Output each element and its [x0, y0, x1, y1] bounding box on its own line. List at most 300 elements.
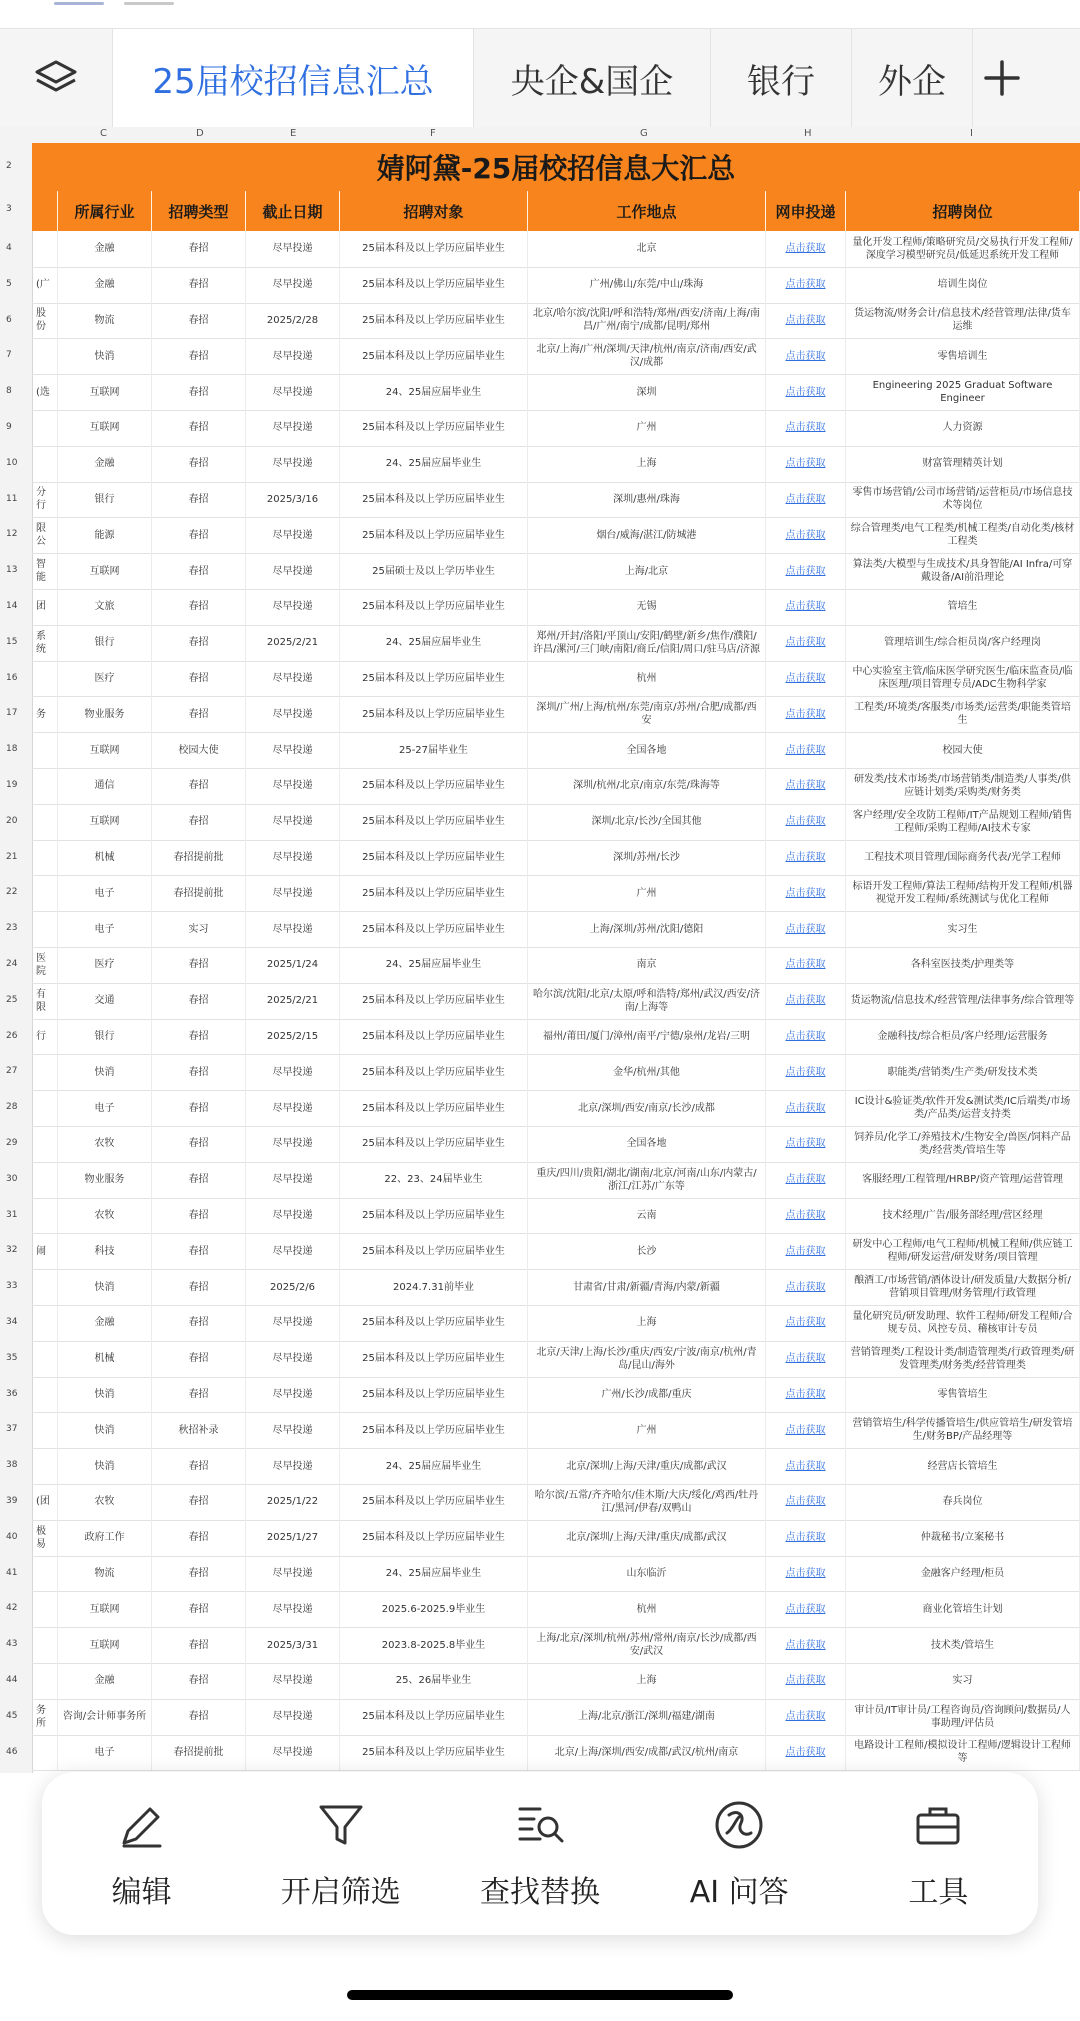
- row-number[interactable]: 41: [6, 1567, 18, 1578]
- table-cell[interactable]: 郑州/开封/洛阳/平顶山/安阳/鹤壁/新乡/焦作/濮阳/许昌/漯河/三门峡/南阳/商丘/信阳/周口/驻马店/济源: [528, 625, 766, 661]
- table-cell[interactable]: 25届本科及以上学历应届毕业生: [340, 1484, 528, 1520]
- table-cell[interactable]: 北京/深圳/上海/天津/重庆/成都/武汉: [528, 1448, 766, 1484]
- table-cell[interactable]: 医疗: [58, 947, 152, 983]
- table-cell[interactable]: 金融科技/综合柜员/客户经理/运营服务: [846, 1019, 1080, 1055]
- table-cell[interactable]: 春招: [152, 410, 246, 446]
- table-cell[interactable]: 电路设计工程师/模拟设计工程师/逻辑设计工程师等: [846, 1735, 1080, 1771]
- table-row[interactable]: [32, 589, 1080, 626]
- table-cell[interactable]: 实习: [152, 911, 246, 947]
- table-cell[interactable]: 系统: [32, 625, 58, 661]
- table-cell[interactable]: Engineering 2025 Graduat Software Engineer: [846, 374, 1080, 410]
- table-cell[interactable]: 快消: [58, 1448, 152, 1484]
- row-number[interactable]: 45: [6, 1710, 18, 1721]
- table-cell[interactable]: 物流: [58, 1556, 152, 1592]
- table-cell[interactable]: 25届本科及以上学历应届毕业生: [340, 267, 528, 303]
- row-number[interactable]: 6: [6, 314, 12, 325]
- table-cell[interactable]: 哈尔滨/五常/齐齐哈尔/佳木斯/大庆/绥化/鸡西/牡丹江/黑河/伊春/双鸭山: [528, 1484, 766, 1520]
- table-cell[interactable]: 尽早投递: [246, 374, 340, 410]
- header-cell-clipped[interactable]: [32, 191, 58, 231]
- table-cell[interactable]: 春兵岗位: [846, 1484, 1080, 1520]
- filter-button[interactable]: [251, 1797, 431, 1911]
- table-cell[interactable]: 尽早投递: [246, 589, 340, 625]
- table-cell[interactable]: 25届本科及以上学历应届毕业生: [340, 1198, 528, 1234]
- table-cell[interactable]: 春招: [152, 661, 246, 697]
- table-cell[interactable]: 24、25届应届毕业生: [340, 947, 528, 983]
- table-cell[interactable]: 营销管理类/工程设计类/制造管理类/行政管理类/研发管理类/财务类/经营管理类: [846, 1341, 1080, 1377]
- apply-link[interactable]: 点击获取: [766, 1305, 846, 1341]
- column-letter[interactable]: E: [290, 128, 297, 139]
- table-cell[interactable]: 2025/2/21: [246, 983, 340, 1019]
- table-cell[interactable]: 零售市场营销/公司市场营销/运营柜员/市场信息技术等岗位: [846, 482, 1080, 518]
- table-cell[interactable]: 北京/天津/上海/长沙/重庆/西安/宁波/南京/杭州/青岛/昆山/海外: [528, 1341, 766, 1377]
- table-cell[interactable]: 广州: [528, 1412, 766, 1448]
- table-cell[interactable]: 25-27届毕业生: [340, 732, 528, 768]
- apply-link[interactable]: 点击获取: [766, 1054, 846, 1090]
- table-cell[interactable]: 春招: [152, 804, 246, 840]
- table-cell[interactable]: 务: [32, 696, 58, 732]
- table-cell[interactable]: 政府工作: [58, 1520, 152, 1556]
- table-cell[interactable]: 春招: [152, 1663, 246, 1699]
- apply-link[interactable]: 点击获取: [766, 875, 846, 911]
- table-cell[interactable]: 实习生: [846, 911, 1080, 947]
- table-cell[interactable]: 尽早投递: [246, 1663, 340, 1699]
- apply-link[interactable]: 点击获取: [766, 1090, 846, 1126]
- table-cell[interactable]: 25届本科及以上学历应届毕业生: [340, 338, 528, 374]
- table-cell[interactable]: 银行: [58, 625, 152, 661]
- table-cell[interactable]: 25届本科及以上学历应届毕业生: [340, 1341, 528, 1377]
- apply-link[interactable]: 点击获取: [766, 1019, 846, 1055]
- table-cell[interactable]: 客服经理/工程管理/HRBP/资产管理/运营管理: [846, 1162, 1080, 1198]
- table-cell[interactable]: 春招: [152, 374, 246, 410]
- table-row[interactable]: [32, 1341, 1080, 1378]
- table-cell[interactable]: 长沙: [528, 1233, 766, 1269]
- table-cell[interactable]: 烟台/威海/湛江/防城港: [528, 517, 766, 553]
- apply-link[interactable]: 点击获取: [766, 911, 846, 947]
- table-row[interactable]: [32, 625, 1080, 662]
- table-cell[interactable]: [32, 231, 58, 267]
- ai-qa-button[interactable]: [649, 1797, 829, 1911]
- table-cell[interactable]: 24、25届应届毕业生: [340, 1448, 528, 1484]
- header-cell[interactable]: 截止日期: [246, 191, 340, 231]
- table-cell[interactable]: 深圳/苏州/长沙: [528, 840, 766, 876]
- table-row[interactable]: [32, 1448, 1080, 1485]
- apply-link[interactable]: 点击获取: [766, 661, 846, 697]
- table-row[interactable]: [32, 696, 1080, 733]
- table-cell[interactable]: 22、23、24届毕业生: [340, 1162, 528, 1198]
- table-cell[interactable]: 广州: [528, 875, 766, 911]
- table-cell[interactable]: 春招: [152, 1520, 246, 1556]
- table-cell[interactable]: 25届本科及以上学历应届毕业生: [340, 1054, 528, 1090]
- table-cell[interactable]: 尽早投递: [246, 446, 340, 482]
- row-number[interactable]: 32: [6, 1245, 18, 1256]
- table-cell[interactable]: [32, 1556, 58, 1592]
- table-cell[interactable]: 2025/2/21: [246, 625, 340, 661]
- table-cell[interactable]: 福州/莆田/厦门/漳州/南平/宁德/泉州/龙岩/三明: [528, 1019, 766, 1055]
- spreadsheet-grid[interactable]: [32, 143, 1080, 1773]
- row-number[interactable]: 35: [6, 1352, 18, 1363]
- table-cell[interactable]: 25届本科及以上学历应届毕业生: [340, 410, 528, 446]
- table-cell[interactable]: [32, 1412, 58, 1448]
- table-cell[interactable]: [32, 1162, 58, 1198]
- table-row[interactable]: [32, 482, 1080, 519]
- apply-link[interactable]: 点击获取: [766, 267, 846, 303]
- table-cell[interactable]: 春招: [152, 1233, 246, 1269]
- row-number[interactable]: 46: [6, 1746, 18, 1757]
- table-cell[interactable]: 2023.8-2025.8毕业生: [340, 1627, 528, 1663]
- table-row[interactable]: [32, 1090, 1080, 1127]
- table-cell[interactable]: 有限: [32, 983, 58, 1019]
- table-cell[interactable]: 尽早投递: [246, 553, 340, 589]
- table-cell[interactable]: 南京: [528, 947, 766, 983]
- table-cell[interactable]: 尽早投递: [246, 875, 340, 911]
- table-cell[interactable]: 2025/2/15: [246, 1019, 340, 1055]
- row-number[interactable]: 19: [6, 779, 18, 790]
- row-number[interactable]: 34: [6, 1316, 18, 1327]
- table-cell[interactable]: 能源: [58, 517, 152, 553]
- table-cell[interactable]: [32, 410, 58, 446]
- apply-link[interactable]: 点击获取: [766, 1591, 846, 1627]
- column-letter[interactable]: F: [430, 128, 436, 139]
- table-cell[interactable]: [32, 840, 58, 876]
- table-cell[interactable]: 电子: [58, 1090, 152, 1126]
- tools-button[interactable]: [848, 1797, 1028, 1911]
- apply-link[interactable]: 点击获取: [766, 947, 846, 983]
- table-cell[interactable]: 深圳/惠州/珠海: [528, 482, 766, 518]
- sheet-title[interactable]: 婧阿黛-25届校招信息大汇总: [32, 143, 1080, 192]
- apply-link[interactable]: 点击获取: [766, 231, 846, 267]
- table-cell[interactable]: 快消: [58, 1269, 152, 1305]
- table-cell[interactable]: 尽早投递: [246, 840, 340, 876]
- table-cell[interactable]: 工程类/环境类/客服类/市场类/运营类/职能类管培生: [846, 696, 1080, 732]
- table-cell[interactable]: 营销管培生/科学传播管培生/供应管培生/研发管培生/财务BP/产品经理等: [846, 1412, 1080, 1448]
- table-cell[interactable]: 技术经理/广告/服务部经理/营区经理: [846, 1198, 1080, 1234]
- table-cell[interactable]: 物业服务: [58, 696, 152, 732]
- row-number[interactable]: 24: [6, 958, 18, 969]
- table-cell[interactable]: 春招: [152, 1448, 246, 1484]
- row-number[interactable]: 40: [6, 1531, 18, 1542]
- row-number[interactable]: 11: [6, 493, 18, 504]
- table-cell[interactable]: 互联网: [58, 374, 152, 410]
- table-cell[interactable]: 北京/深圳/西安/南京/长沙/成都: [528, 1090, 766, 1126]
- table-cell[interactable]: 春招: [152, 1090, 246, 1126]
- column-letter[interactable]: G: [640, 128, 648, 139]
- table-cell[interactable]: 深圳/北京/长沙/全国其他: [528, 804, 766, 840]
- table-cell[interactable]: 尽早投递: [246, 1591, 340, 1627]
- row-number[interactable]: 33: [6, 1281, 18, 1292]
- table-cell[interactable]: 尽早投递: [246, 1162, 340, 1198]
- table-cell[interactable]: 25届本科及以上学历应届毕业生: [340, 1233, 528, 1269]
- table-cell[interactable]: 尽早投递: [246, 804, 340, 840]
- table-cell[interactable]: 尽早投递: [246, 1233, 340, 1269]
- table-cell[interactable]: 2025/3/16: [246, 482, 340, 518]
- row-number[interactable]: 18: [6, 744, 18, 755]
- header-cell[interactable]: 网申投递: [766, 191, 846, 231]
- table-cell[interactable]: 全国各地: [528, 732, 766, 768]
- column-letter[interactable]: C: [100, 128, 107, 139]
- apply-link[interactable]: 点击获取: [766, 1484, 846, 1520]
- row-number[interactable]: 16: [6, 672, 18, 683]
- table-cell[interactable]: 25届本科及以上学历应届毕业生: [340, 517, 528, 553]
- apply-link[interactable]: 点击获取: [766, 1233, 846, 1269]
- table-cell[interactable]: 尽早投递: [246, 1198, 340, 1234]
- row-number[interactable]: 10: [6, 457, 18, 468]
- table-cell[interactable]: 上海: [528, 1663, 766, 1699]
- table-cell[interactable]: [32, 338, 58, 374]
- table-cell[interactable]: 广州: [528, 410, 766, 446]
- apply-link[interactable]: 点击获取: [766, 768, 846, 804]
- table-cell[interactable]: 25届本科及以上学历应届毕业生: [340, 1699, 528, 1735]
- table-cell[interactable]: 标语开发工程师/算法工程师/结构开发工程师/机器视觉开发工程师/系统测试与优化工程师: [846, 875, 1080, 911]
- table-cell[interactable]: 仲裁秘书/立案秘书: [846, 1520, 1080, 1556]
- table-cell[interactable]: 金融客户经理/柜员: [846, 1556, 1080, 1592]
- table-cell[interactable]: [32, 1269, 58, 1305]
- table-row[interactable]: [32, 1126, 1080, 1163]
- apply-link[interactable]: 点击获取: [766, 1198, 846, 1234]
- table-row[interactable]: [32, 1699, 1080, 1736]
- table-row[interactable]: [32, 1162, 1080, 1199]
- table-cell[interactable]: 春招: [152, 446, 246, 482]
- table-cell[interactable]: 尽早投递: [246, 696, 340, 732]
- row-number[interactable]: 13: [6, 565, 18, 576]
- apply-link[interactable]: 点击获取: [766, 1735, 846, 1771]
- find-replace-button[interactable]: [450, 1797, 630, 1911]
- table-cell[interactable]: 电子: [58, 875, 152, 911]
- table-cell[interactable]: 春招: [152, 482, 246, 518]
- row-number[interactable]: 30: [6, 1173, 18, 1184]
- table-cell[interactable]: 尽早投递: [246, 1090, 340, 1126]
- table-cell[interactable]: 北京/上海/广州/深圳/天津/杭州/南京/济南/西安/武汉/成都: [528, 338, 766, 374]
- table-cell[interactable]: 机械: [58, 1341, 152, 1377]
- table-cell[interactable]: 春招: [152, 1054, 246, 1090]
- table-cell[interactable]: 秋招补录: [152, 1412, 246, 1448]
- table-cell[interactable]: 科技: [58, 1233, 152, 1269]
- table-cell[interactable]: 甘肃省/甘肃/新疆/青海/内蒙/新疆: [528, 1269, 766, 1305]
- apply-link[interactable]: 点击获取: [766, 804, 846, 840]
- table-cell[interactable]: 春招: [152, 303, 246, 339]
- table-cell[interactable]: 校园大使: [152, 732, 246, 768]
- table-cell[interactable]: 管培生: [846, 589, 1080, 625]
- table-cell[interactable]: [32, 661, 58, 697]
- table-cell[interactable]: 春招: [152, 1556, 246, 1592]
- table-cell[interactable]: 春招提前批: [152, 840, 246, 876]
- table-cell[interactable]: 北京/哈尔滨/沈阳/呼和浩特/郑州/西安/济南/上海/南昌/广州/南宁/成都/昆明/郑州: [528, 303, 766, 339]
- table-cell[interactable]: 25届本科及以上学历应届毕业生: [340, 875, 528, 911]
- row-number[interactable]: 14: [6, 600, 18, 611]
- table-cell[interactable]: [32, 1341, 58, 1377]
- table-cell[interactable]: 春招: [152, 1377, 246, 1413]
- table-cell[interactable]: 2025/1/27: [246, 1520, 340, 1556]
- row-number[interactable]: 39: [6, 1495, 18, 1506]
- row-number[interactable]: 29: [6, 1137, 18, 1148]
- table-row[interactable]: [32, 1591, 1080, 1628]
- table-cell[interactable]: 25届本科及以上学历应届毕业生: [340, 482, 528, 518]
- table-row[interactable]: [32, 1520, 1080, 1557]
- row-number[interactable]: 36: [6, 1388, 18, 1399]
- table-cell[interactable]: 尽早投递: [246, 1735, 340, 1771]
- table-cell[interactable]: [32, 1663, 58, 1699]
- table-cell[interactable]: 综合管理类/电气工程类/机械工程类/自动化类/核材工程类: [846, 517, 1080, 553]
- table-cell[interactable]: 银行: [58, 1019, 152, 1055]
- table-cell[interactable]: 尽早投递: [246, 338, 340, 374]
- table-cell[interactable]: 工程技术项目管理/国际商务代表/光学工程师: [846, 840, 1080, 876]
- table-cell[interactable]: 互联网: [58, 410, 152, 446]
- table-row[interactable]: [32, 1198, 1080, 1235]
- table-row[interactable]: [32, 804, 1080, 841]
- table-cell[interactable]: 互联网: [58, 1591, 152, 1627]
- table-cell[interactable]: 25届本科及以上学历应届毕业生: [340, 589, 528, 625]
- table-cell[interactable]: 实习: [846, 1663, 1080, 1699]
- table-cell[interactable]: 上海/北京/深圳/杭州/苏州/常州/南京/长沙/成都/西安/武汉: [528, 1627, 766, 1663]
- table-cell[interactable]: 务所: [32, 1699, 58, 1735]
- table-cell[interactable]: 限公: [32, 517, 58, 553]
- table-cell[interactable]: 审计员/IT审计员/工程咨询员/咨询顾问/数据员/人事助理/评估员: [846, 1699, 1080, 1735]
- table-row[interactable]: [32, 446, 1080, 483]
- row-number[interactable]: 12: [6, 529, 18, 540]
- table-cell[interactable]: 技术类/管培生: [846, 1627, 1080, 1663]
- apply-link[interactable]: 点击获取: [766, 625, 846, 661]
- table-cell[interactable]: 春招: [152, 338, 246, 374]
- table-cell[interactable]: 25届本科及以上学历应届毕业生: [340, 804, 528, 840]
- table-cell[interactable]: 2025/1/22: [246, 1484, 340, 1520]
- table-row[interactable]: [32, 732, 1080, 769]
- table-cell[interactable]: 金融: [58, 231, 152, 267]
- table-row[interactable]: [32, 1663, 1080, 1700]
- table-cell[interactable]: 人力资源: [846, 410, 1080, 446]
- table-cell[interactable]: 尽早投递: [246, 661, 340, 697]
- table-cell[interactable]: 24、25届应届毕业生: [340, 446, 528, 482]
- table-cell[interactable]: [32, 1126, 58, 1162]
- table-cell[interactable]: 金融: [58, 1305, 152, 1341]
- table-cell[interactable]: 尽早投递: [246, 1341, 340, 1377]
- table-cell[interactable]: 上海/深圳/苏州/沈阳/德阳: [528, 911, 766, 947]
- table-cell[interactable]: 上海: [528, 1305, 766, 1341]
- table-row[interactable]: [32, 1627, 1080, 1664]
- table-cell[interactable]: 极易: [32, 1520, 58, 1556]
- column-letter[interactable]: D: [196, 128, 204, 139]
- table-cell[interactable]: 2025/2/6: [246, 1269, 340, 1305]
- table-cell[interactable]: 尽早投递: [246, 768, 340, 804]
- table-cell[interactable]: 农牧: [58, 1484, 152, 1520]
- table-row[interactable]: [32, 911, 1080, 948]
- table-cell[interactable]: 24、25届应届毕业生: [340, 374, 528, 410]
- table-cell[interactable]: 物业服务: [58, 1162, 152, 1198]
- table-cell[interactable]: 各科室医技类/护理类等: [846, 947, 1080, 983]
- table-cell[interactable]: (选: [32, 374, 58, 410]
- table-cell[interactable]: [32, 1377, 58, 1413]
- table-cell[interactable]: 快消: [58, 1377, 152, 1413]
- apply-link[interactable]: 点击获取: [766, 553, 846, 589]
- table-cell[interactable]: 货运物流/财务会计/信息技术/经营管理/法律/货车运维: [846, 303, 1080, 339]
- table-cell[interactable]: 研发类/技术市场类/市场营销类/制造类/人事类/供应链计划类/采购类/财务类: [846, 768, 1080, 804]
- table-row[interactable]: [32, 231, 1080, 268]
- row-number[interactable]: 15: [6, 636, 18, 647]
- table-cell[interactable]: [32, 1591, 58, 1627]
- table-cell[interactable]: 春招: [152, 983, 246, 1019]
- table-cell[interactable]: 25届本科及以上学历应届毕业生: [340, 983, 528, 1019]
- row-number[interactable]: 23: [6, 923, 18, 934]
- apply-link[interactable]: 点击获取: [766, 1699, 846, 1735]
- header-cell[interactable]: 招聘类型: [152, 191, 246, 231]
- table-cell[interactable]: 尽早投递: [246, 231, 340, 267]
- table-cell[interactable]: 尽早投递: [246, 1054, 340, 1090]
- table-cell[interactable]: [32, 911, 58, 947]
- table-cell[interactable]: [32, 1627, 58, 1663]
- header-cell[interactable]: 招聘对象: [340, 191, 528, 231]
- tab-bank[interactable]: 银行: [711, 29, 852, 127]
- table-cell[interactable]: 尽早投递: [246, 1448, 340, 1484]
- table-cell[interactable]: 饲养员/化学工/养殖技术/生物安全/兽医/饲料产品类/经营类/管培生等: [846, 1126, 1080, 1162]
- table-cell[interactable]: 管理培训生/综合柜员岗/客户经理岗: [846, 625, 1080, 661]
- apply-link[interactable]: 点击获取: [766, 1269, 846, 1305]
- table-cell[interactable]: 快消: [58, 1054, 152, 1090]
- table-cell[interactable]: 25届本科及以上学历应届毕业生: [340, 1126, 528, 1162]
- apply-link[interactable]: 点击获取: [766, 1448, 846, 1484]
- table-cell[interactable]: 商业化管培生计划: [846, 1591, 1080, 1627]
- table-row[interactable]: [32, 1377, 1080, 1414]
- table-cell[interactable]: 广州/长沙/成都/重庆: [528, 1377, 766, 1413]
- apply-link[interactable]: 点击获取: [766, 1556, 846, 1592]
- row-number[interactable]: 17: [6, 708, 18, 719]
- apply-link[interactable]: 点击获取: [766, 1627, 846, 1663]
- table-row[interactable]: [32, 661, 1080, 698]
- row-number[interactable]: 44: [6, 1674, 18, 1685]
- table-cell[interactable]: 春招: [152, 267, 246, 303]
- table-cell[interactable]: 互联网: [58, 1627, 152, 1663]
- table-cell[interactable]: 分行: [32, 482, 58, 518]
- table-cell[interactable]: 春招: [152, 1305, 246, 1341]
- apply-link[interactable]: 点击获取: [766, 1663, 846, 1699]
- table-cell[interactable]: IC设计&验证类/软件开发&测试类/IC后端类/市场类/产品类/运营支持类: [846, 1090, 1080, 1126]
- table-cell[interactable]: 经营店长管培生: [846, 1448, 1080, 1484]
- table-cell[interactable]: 25届本科及以上学历应届毕业生: [340, 1735, 528, 1771]
- table-cell[interactable]: 25届本科及以上学历应届毕业生: [340, 303, 528, 339]
- table-cell[interactable]: 零售管培生: [846, 1377, 1080, 1413]
- table-cell[interactable]: 金融: [58, 1663, 152, 1699]
- table-cell[interactable]: 尽早投递: [246, 732, 340, 768]
- table-cell[interactable]: 研发中心工程师/电气工程师/机械工程师/供应链工程师/研发运营/研发财务/项目管理: [846, 1233, 1080, 1269]
- table-cell[interactable]: 25届本科及以上学历应届毕业生: [340, 840, 528, 876]
- table-cell[interactable]: 快消: [58, 338, 152, 374]
- table-cell[interactable]: 货运物流/信息技术/经营管理/法律事务/综合管理等: [846, 983, 1080, 1019]
- table-cell[interactable]: 25届本科及以上学历应届毕业生: [340, 1090, 528, 1126]
- table-cell[interactable]: 2025/1/24: [246, 947, 340, 983]
- table-cell[interactable]: 团: [32, 589, 58, 625]
- table-cell[interactable]: 算法类/大模型与生成技术/具身智能/AI Infra/可穿戴设备/AI前沿理论: [846, 553, 1080, 589]
- table-cell[interactable]: 春招: [152, 768, 246, 804]
- table-cell[interactable]: 山东临沂: [528, 1556, 766, 1592]
- tab-soe[interactable]: 央企&国企: [474, 29, 711, 127]
- table-cell[interactable]: [32, 875, 58, 911]
- table-cell[interactable]: (团: [32, 1484, 58, 1520]
- row-number[interactable]: 25: [6, 994, 18, 1005]
- table-cell[interactable]: 2024.7.31前毕业: [340, 1269, 528, 1305]
- table-cell[interactable]: 春招: [152, 517, 246, 553]
- row-number[interactable]: 26: [6, 1030, 18, 1041]
- table-cell[interactable]: 无锡: [528, 589, 766, 625]
- table-cell[interactable]: 深圳/杭州/北京/南京/东莞/珠海等: [528, 768, 766, 804]
- row-number[interactable]: 9: [6, 421, 12, 432]
- table-row[interactable]: [32, 1233, 1080, 1270]
- table-cell[interactable]: 春招: [152, 1269, 246, 1305]
- table-cell[interactable]: 电子: [58, 1735, 152, 1771]
- row-number[interactable]: 27: [6, 1066, 18, 1077]
- table-cell[interactable]: [32, 732, 58, 768]
- table-cell[interactable]: 24、25届应届毕业生: [340, 1556, 528, 1592]
- table-cell[interactable]: [32, 1735, 58, 1771]
- table-cell[interactable]: 25届本科及以上学历应届毕业生: [340, 696, 528, 732]
- table-cell[interactable]: 中心实验室主管/临床医学研究医生/临床监查员/临床医理/项目管理专员/ADC生物科学家: [846, 661, 1080, 697]
- table-cell[interactable]: 25届硕士及以上学历毕业生: [340, 553, 528, 589]
